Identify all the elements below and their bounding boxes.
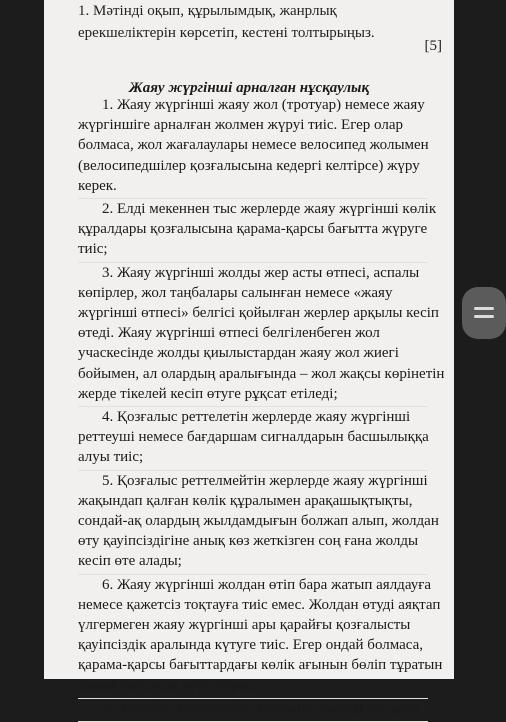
rule-line: немесе қажетсіз тоқтауға тиіс емес. Жолдан өтуді аяқтап (78, 596, 441, 613)
rule-line: қарама-қарсы бағыттардағы көлік ағынын бөліп тұратын (78, 657, 443, 674)
rule-paragraph (78, 199, 437, 263)
rule-line: 5. Қозғалыс реттелмейтін жерлерде жаяу жүргінші (102, 472, 428, 489)
handle-bar-top (474, 307, 494, 310)
rule-line: 2. Елді мекеннен тыс жерлерде жаяу жүргінші көлік (102, 201, 437, 218)
rule-paragraph (78, 95, 428, 199)
rule-line: бойымен, ал олардың аралығында – жол жақсы көрінетін (78, 365, 445, 382)
rule-line: алуы тиіс; (78, 449, 144, 466)
rule-line: сондай-ақ олардың жылдамдығын болжап алып, жолдан (78, 513, 439, 530)
rule-line: (велосипедшілер қозғалысына кедергі келтірсе) жүру (78, 157, 420, 174)
rule-line: 3. Жаяу жүргінші жолды жер асты өтпесі, аспалы (102, 264, 420, 281)
rule-line: жақындап қалған көлік құралымен арақашықтықты, (78, 492, 413, 509)
rule-line: тиіс; (78, 241, 108, 258)
rule-line: кесіп өте алады; (78, 553, 182, 570)
rule-line: жерде тікелей кесіп өтуге рұқсат етіледі; (78, 385, 338, 402)
rule-line: сызық бойында күтуі керек; (78, 677, 257, 694)
score-label: [5] (424, 38, 442, 54)
rule-paragraph (78, 263, 445, 407)
rules-list (78, 95, 445, 722)
handle-bar-bottom (474, 315, 494, 318)
drag-handle-icon[interactable] (462, 287, 506, 339)
rule-line: көпірлер, жол таңбалары салынған немесе «жаяу (78, 284, 393, 301)
rule-paragraph (78, 699, 428, 722)
rule-line: болмаса, жол жағалаулары немесе велосипед жолымен (78, 137, 429, 154)
document-page (44, 0, 454, 717)
task-line-2: ерекшеліктерін көрсетіп, кестені толтырыңыз. (78, 25, 375, 41)
rule-line: үлгермеген жаяу жүргінші ары қарайғы қозғалысты (78, 617, 411, 634)
rule-line: 7. Автобус, троллейбус, трамвай, таксиді тек қана (102, 700, 420, 717)
rule-line: қауіпсіздік аралында күтуге тиіс. Егер ондай болмаса, (78, 637, 424, 654)
task-line-1: 1. Мәтінді оқып, құрылымдық, жанрлық (78, 3, 337, 19)
rule-paragraph (78, 407, 428, 471)
rule-line: жүргіншіге арналған жолмен жүруі тиіс. Егер олар (78, 117, 404, 134)
rule-line: 6. Жаяу жүргінші жолдан өтіп бара жатып аялдауға (102, 576, 432, 593)
rule-paragraph (78, 471, 439, 575)
rule-line: 4. Қозғалыс реттелетін жерлерде жаяу жүргінші (102, 409, 411, 426)
rule-line: керек. (78, 177, 117, 194)
rule-line: өту қауіпсіздігіне анық көз жеткізген соң ғана жолды (78, 533, 419, 550)
rule-line: жүргінші өтпесі» белгісі қойылған жерлер арқылы кесіп (78, 305, 439, 322)
rule-line: 1. Жаяу жүргінші жаяу жол (тротуар) немесе жаяу (102, 97, 425, 113)
rule-line: реттеуші немесе бағдаршам сигналдарын басшылыққа (78, 429, 429, 446)
rule-line: өтеді. Жаяу жүргінші өтпесі белгіленбеген жол (78, 325, 380, 342)
rule-line: учаскесінде жолды қиылыстардан жаяу жол жиегі (78, 345, 399, 362)
document-title: Жаяу жүргінші арналған нұсқаулық (128, 80, 370, 96)
task-instruction (78, 0, 418, 44)
rule-line: құралдары қозғалысына қарама-қарсы бағытта жүруге (78, 221, 428, 238)
rule-paragraph (78, 575, 443, 699)
